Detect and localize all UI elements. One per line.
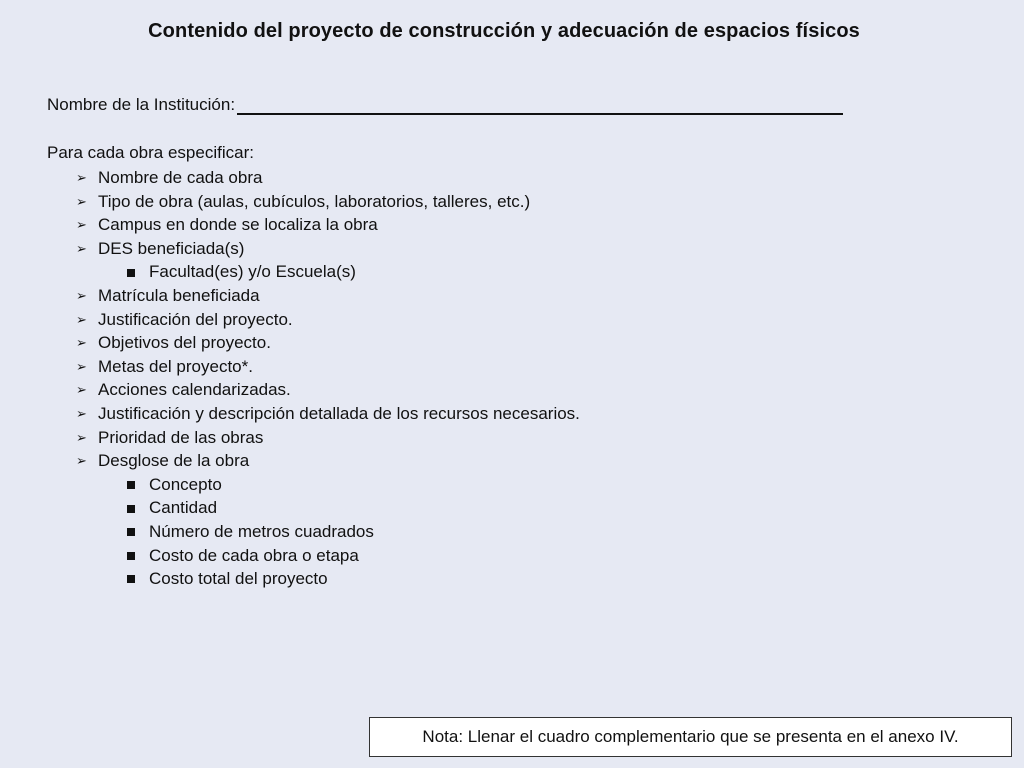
list-item-text: Justificación del proyecto. [98, 309, 293, 329]
list-item [0, 237, 580, 261]
list-item [0, 567, 580, 591]
arrow-bullet-icon: ➢ [76, 429, 87, 445]
list-item [0, 473, 580, 497]
list-item-text: Costo de cada obra o etapa [149, 545, 359, 565]
list-item-text: Nombre de cada obra [98, 168, 263, 187]
arrow-bullet-icon: ➢ [76, 240, 87, 256]
list-item [0, 213, 580, 237]
list-item [0, 284, 580, 308]
list-item-text: Objetivos del proyecto. [98, 333, 271, 353]
list-item [0, 166, 580, 190]
square-bullet-icon [127, 528, 135, 536]
list-item [0, 308, 580, 332]
institution-blank-line [237, 95, 843, 115]
arrow-bullet-icon: ➢ [76, 335, 87, 351]
list-item-text: Justificación y descripción detallada de los recursos necesarios. [98, 403, 580, 423]
list-item [0, 190, 580, 214]
arrow-bullet-icon: ➢ [76, 382, 87, 398]
note-box [369, 717, 1012, 757]
arrow-bullet-icon: ➢ [76, 453, 87, 469]
arrow-bullet-icon: ➢ [76, 311, 87, 327]
square-bullet-icon [127, 481, 135, 489]
intro-text: Para cada obra especificar: [47, 143, 254, 162]
arrow-bullet-icon: ➢ [76, 170, 87, 185]
list-item [0, 378, 580, 402]
square-bullet-icon [127, 575, 135, 583]
list-item-text: Cantidad [149, 498, 218, 518]
list-item-text: Campus en donde se localiza la obra [98, 215, 378, 235]
square-bullet-icon [127, 269, 135, 277]
list-item-text: Tipo de obra (aulas, cubículos, laboratorios, talleres, etc.) [98, 191, 531, 211]
list-item-text: Concepto [149, 474, 222, 494]
list-item-text: Desglose de la obra [98, 451, 250, 471]
list-item-text: Matrícula beneficiada [98, 285, 260, 305]
arrow-bullet-icon: ➢ [76, 358, 87, 374]
list-item-text: DES beneficiada(s) [98, 238, 245, 258]
list-item-text: Número de metros cuadrados [149, 521, 374, 541]
square-bullet-icon [127, 505, 135, 513]
list-item-text: Facultad(es) y/o Escuela(s) [149, 262, 356, 282]
list-item [0, 520, 580, 544]
list-item [0, 449, 580, 473]
list-item [0, 260, 580, 284]
list-item [0, 355, 580, 379]
list-item [0, 426, 580, 450]
list-item [0, 496, 580, 520]
note-text: Nota: Llenar el cuadro complementario que se presenta en el anexo IV. [422, 727, 959, 746]
list-item-text: Costo total del proyecto [149, 569, 328, 589]
page-title: Contenido del proyecto de construcción y adecuación de espacios físicos [148, 20, 860, 42]
arrow-bullet-icon: ➢ [76, 405, 87, 421]
list-item-text: Acciones calendarizadas. [98, 380, 291, 400]
list-item [0, 544, 580, 568]
arrow-bullet-icon: ➢ [76, 193, 87, 209]
list-item [0, 402, 580, 426]
arrow-bullet-icon: ➢ [76, 217, 87, 233]
institution-field [47, 95, 843, 115]
requirements-list [0, 166, 580, 591]
square-bullet-icon [127, 552, 135, 560]
arrow-bullet-icon: ➢ [76, 287, 87, 303]
list-item-text: Metas del proyecto*. [98, 356, 253, 376]
list-item [0, 331, 580, 355]
list-item-text: Prioridad de las obras [98, 427, 264, 447]
institution-label: Nombre de la Institución: [47, 95, 236, 114]
